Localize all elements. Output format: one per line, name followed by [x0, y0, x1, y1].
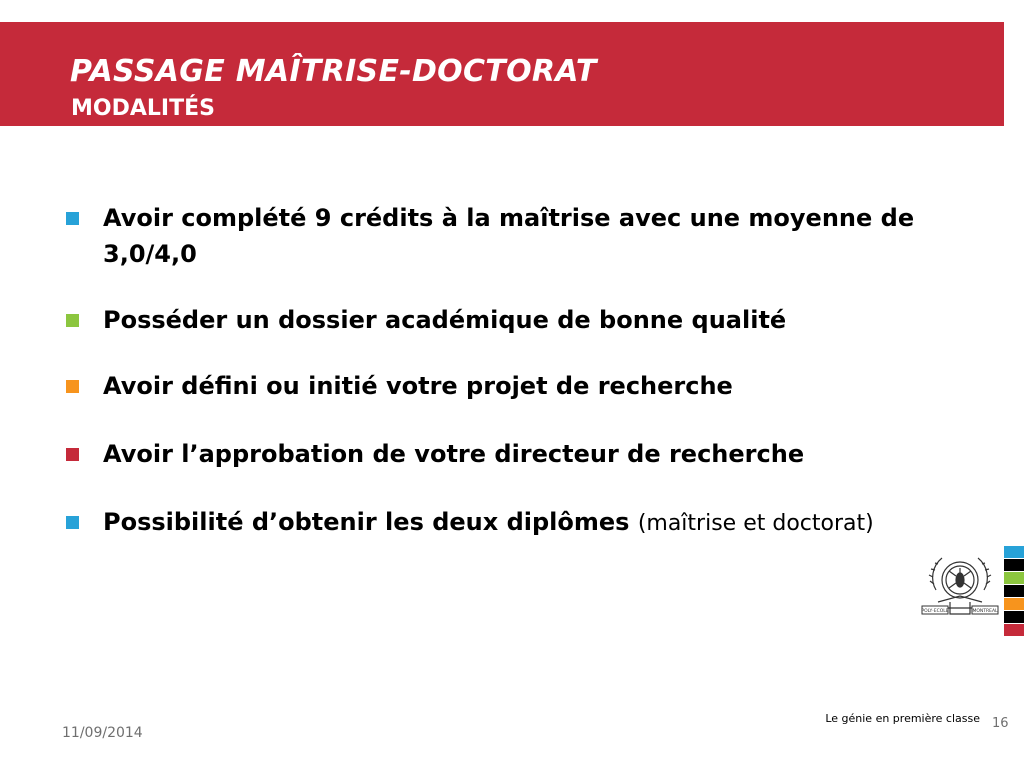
brand-stripe — [1004, 572, 1024, 584]
brand-stripe — [1004, 624, 1024, 636]
bullet-item — [62, 504, 942, 542]
bullet-text: Posséder un dossier académique de bonne qualité — [103, 306, 787, 334]
bullet-square-icon — [66, 380, 79, 393]
bullet-square-icon — [66, 448, 79, 461]
footer-tagline: Le génie en première classe — [825, 712, 980, 725]
brand-stripe — [1004, 585, 1024, 597]
bullet-text: Possibilité d’obtenir les deux diplômes — [103, 508, 630, 536]
bullet-note: (maîtrise et doctorat) — [637, 511, 874, 536]
bullet-list — [62, 200, 942, 542]
bullet-text: Avoir l’approbation de votre directeur de recherche — [103, 440, 805, 468]
brand-stripes — [1004, 546, 1024, 637]
bullet-square-icon — [66, 314, 79, 327]
seal-banner-left: POLY·ECOLE — [921, 609, 949, 614]
slide-subtitle: MODALITÉS — [71, 96, 215, 121]
bullet-item — [62, 368, 942, 404]
brand-stripe — [1004, 559, 1024, 571]
school-seal-icon — [920, 550, 1000, 626]
brand-stripe — [1004, 546, 1024, 558]
bullet-square-icon — [66, 516, 79, 529]
brand-stripe — [1004, 611, 1024, 623]
bullet-item — [62, 436, 942, 472]
page-number: 16 — [992, 716, 1009, 731]
bullet-square-icon — [66, 212, 79, 225]
brand-stripe — [1004, 598, 1024, 610]
bullet-item — [62, 302, 942, 338]
footer-date: 11/09/2014 — [62, 725, 143, 741]
bullet-text: Avoir complété 9 crédits à la maîtrise avec une moyenne de 3,0/4,0 — [103, 204, 915, 268]
bullet-item — [62, 200, 942, 272]
bullet-text: Avoir défini ou initié votre projet de recherche — [103, 372, 733, 400]
seal-banner-right: MONTREAL — [972, 609, 998, 614]
slide-title: PASSAGE MAÎTRISE-DOCTORAT — [70, 54, 597, 89]
